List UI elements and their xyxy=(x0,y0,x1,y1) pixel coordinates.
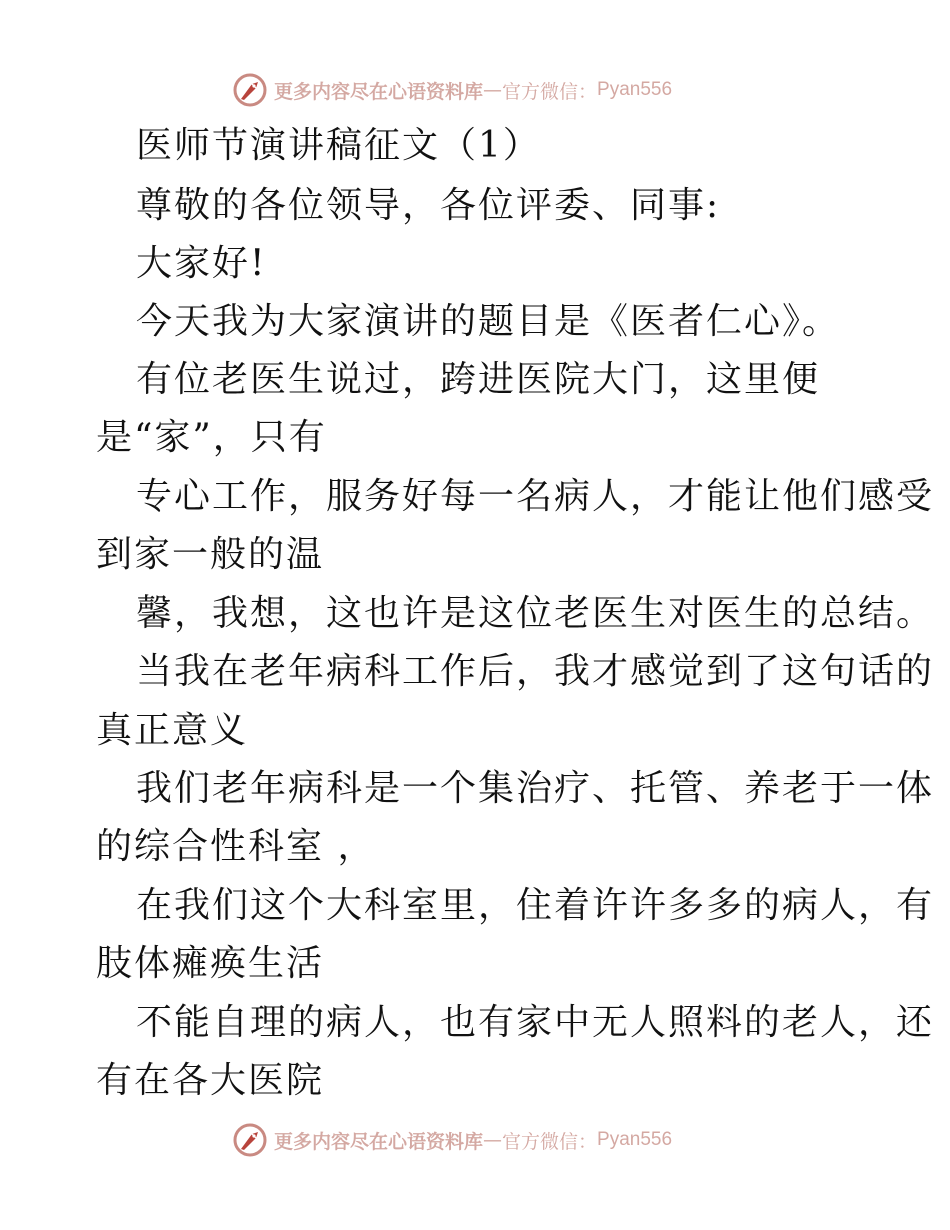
doc-line-1: 尊敬的各位领导，各位评委、同事: xyxy=(136,185,721,226)
doc-line-11: 我们老年病科是一个集治疗、托管、养老于一体 xyxy=(136,768,935,809)
doc-line-3: 今天我为大家演讲的题目是《医者仁心》。 xyxy=(136,301,841,342)
doc-line-2: 大家好! xyxy=(136,243,267,284)
doc-line-10: 真正意义 xyxy=(96,710,249,751)
watermark-wechat-id: Pyan556 xyxy=(597,79,673,100)
doc-line-5: 是“家”，只有 xyxy=(96,417,327,458)
watermark-separator: — xyxy=(483,1129,503,1151)
doc-title: 医师节演讲稿征文（1） xyxy=(136,125,541,166)
pen-nib-logo-icon xyxy=(232,1122,268,1158)
doc-line-14: 肢体瘫痪生活 xyxy=(96,943,325,984)
watermark-separator: — xyxy=(483,79,503,101)
watermark-footer xyxy=(232,1120,752,1160)
doc-line-6: 专心工作，服务好每一名病人，才能让他们感受 xyxy=(136,476,935,517)
watermark-wechat-label: 官方微信： xyxy=(502,80,598,103)
watermark-header xyxy=(232,70,752,110)
pen-nib-logo-icon xyxy=(232,72,268,108)
doc-line-4: 有位老医生说过，跨进医院大门，这里便 xyxy=(136,359,821,400)
doc-line-16: 有在各大医院 xyxy=(96,1060,325,1101)
watermark-text: 更多内容尽在心语资料库 xyxy=(274,1130,484,1153)
watermark-wechat-label: 官方微信： xyxy=(502,1130,598,1153)
doc-line-8: 馨，我想，这也许是这位老医生对医生的总结。 xyxy=(136,593,935,634)
doc-line-9: 当我在老年病科工作后，我才感觉到了这句话的 xyxy=(136,651,935,692)
watermark-text: 更多内容尽在心语资料库 xyxy=(274,80,484,103)
doc-line-15: 不能自理的病人，也有家中无人照料的老人，还 xyxy=(136,1002,935,1043)
doc-line-12: 的综合性科室 ， xyxy=(96,826,376,867)
doc-line-7: 到家一般的温 xyxy=(96,534,325,575)
watermark-wechat-id: Pyan556 xyxy=(597,1129,673,1150)
doc-line-13: 在我们这个大科室里，住着许许多多的病人，有 xyxy=(136,885,935,926)
